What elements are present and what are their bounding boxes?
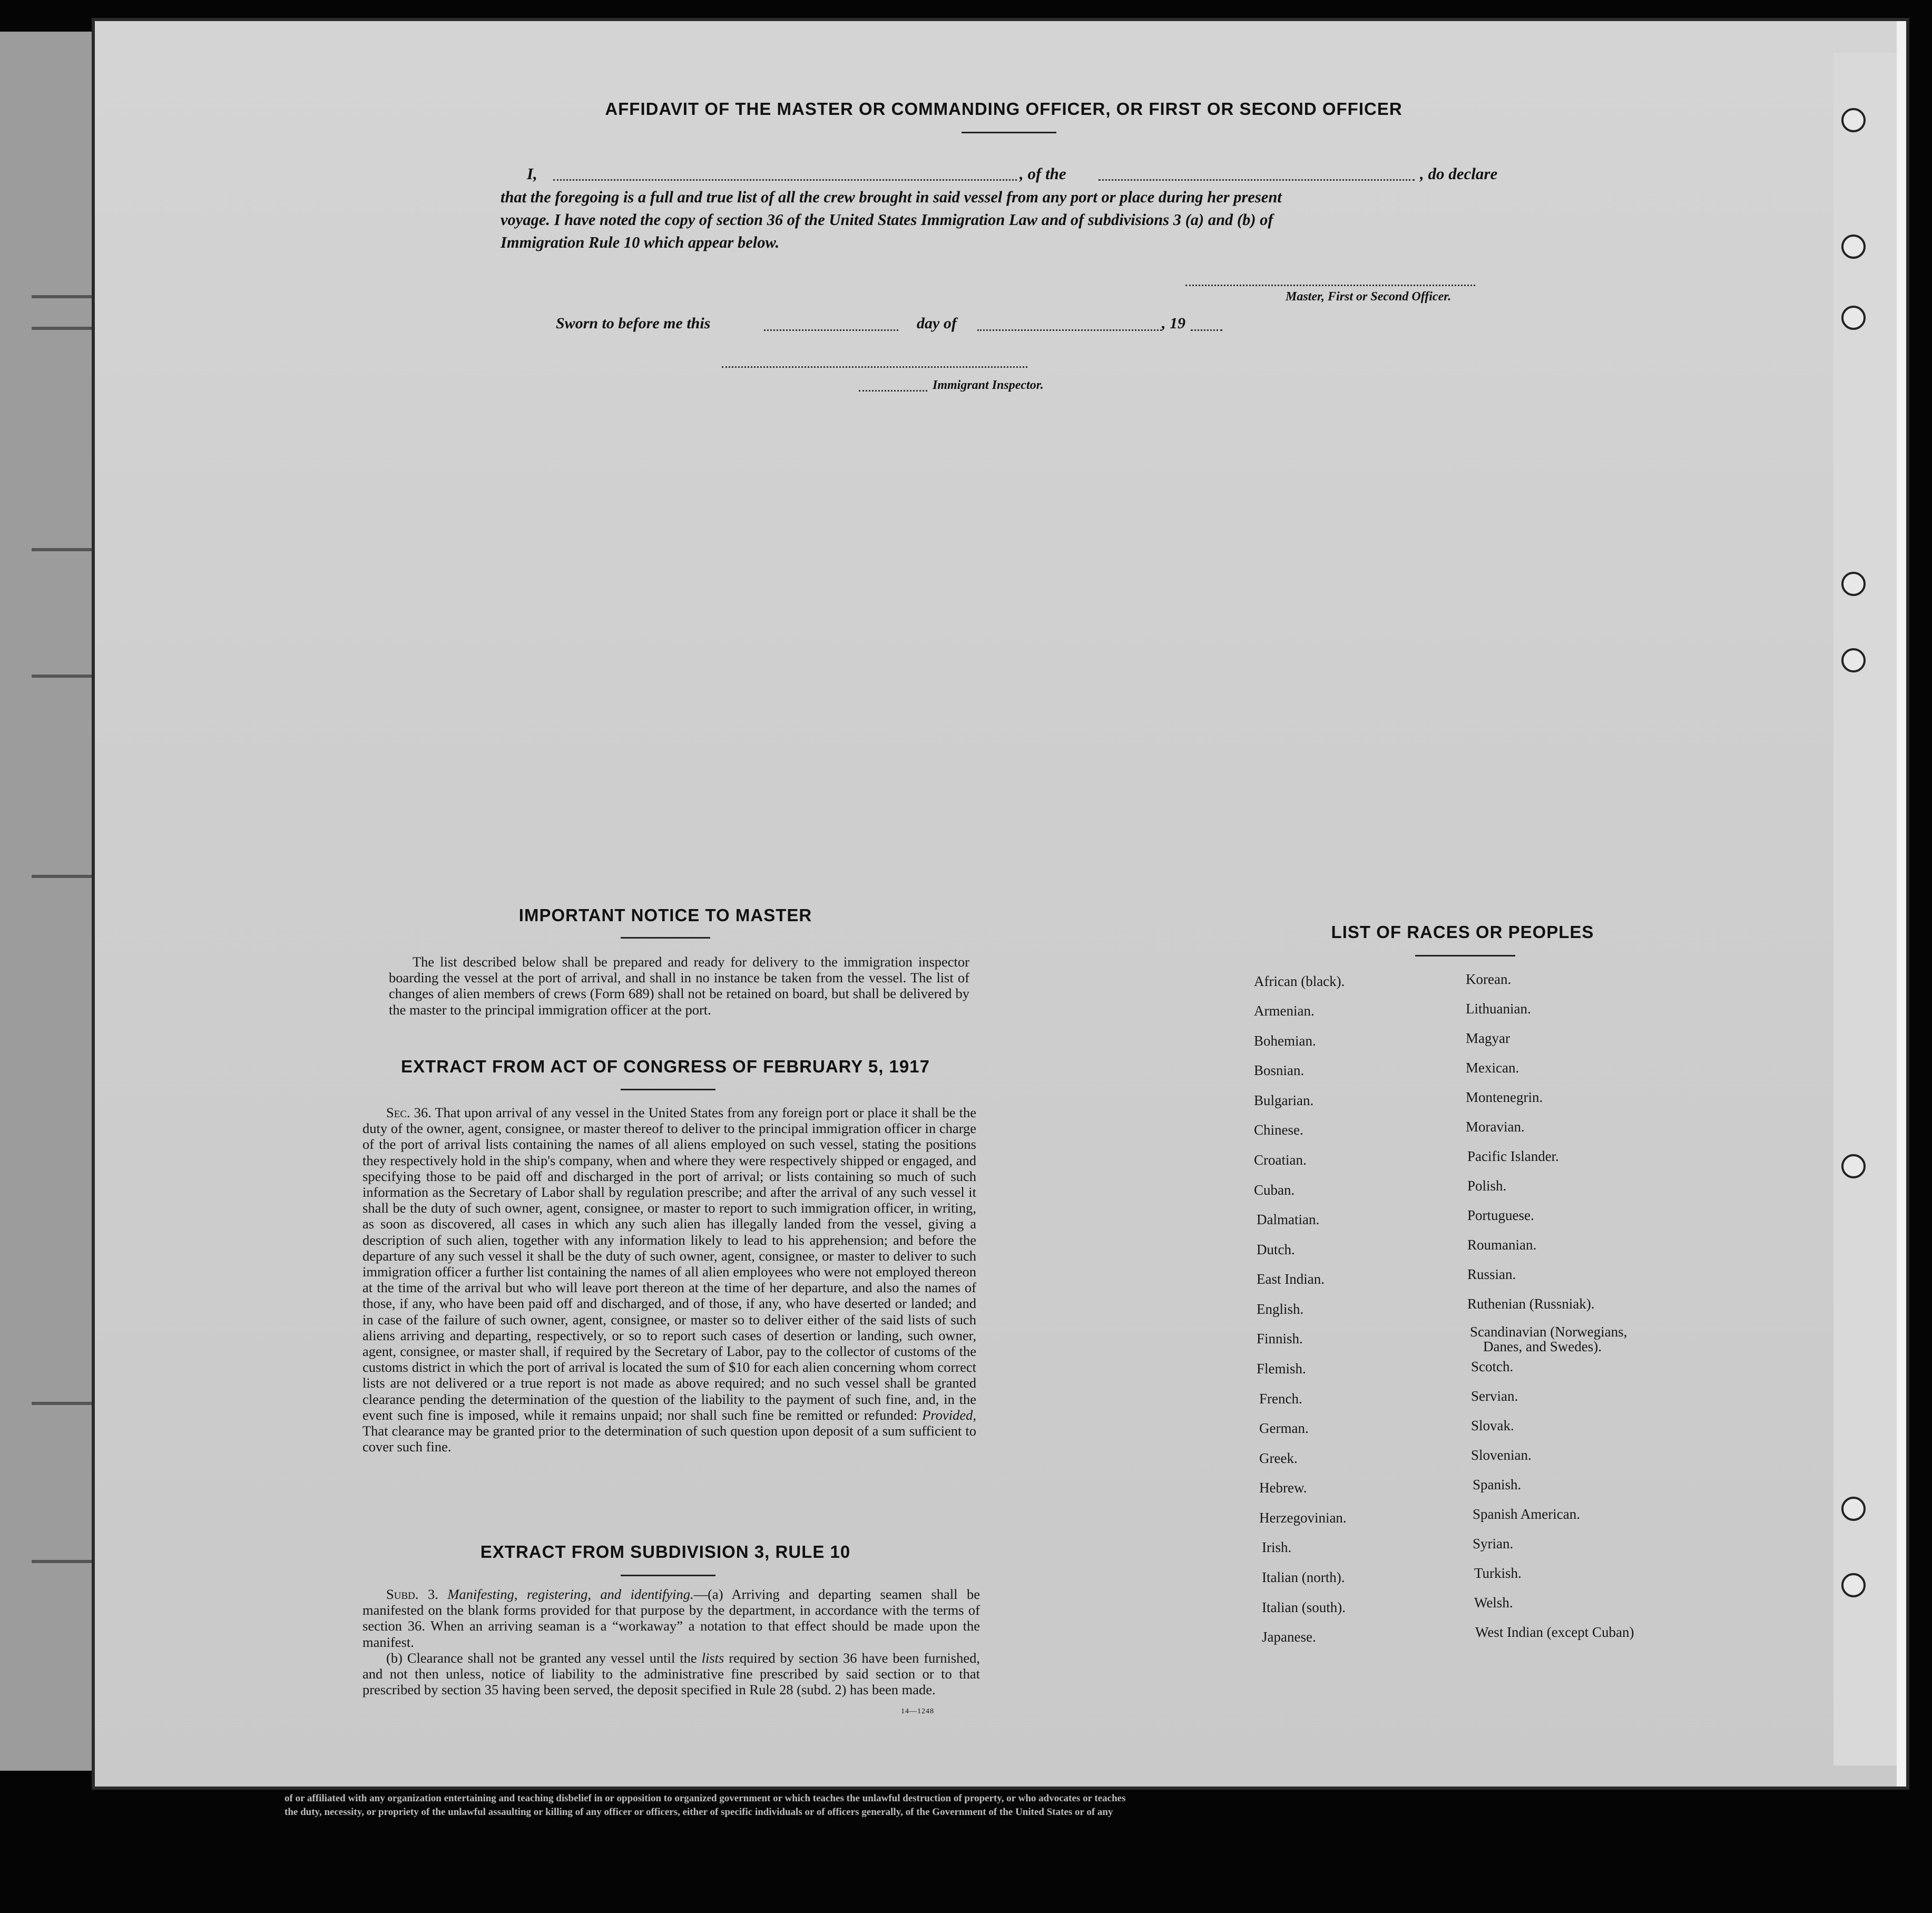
binder-hole [1841,235,1866,259]
section-label: Sec. 36. [386,1105,431,1120]
act-paragraph [362,1105,976,1455]
subdivision-b-text-2: required by section 36 have been furnished, and not then unless, notice of liability to the administrative fine prescribed by said section or to that prescribed by section 35 having been served, the deposit specified in Rule 28 (subd. 2) has been made. [362,1650,980,1698]
race-item: Bosnian. [1254,1062,1305,1078]
binder-hole [1841,572,1866,596]
binder-hole [1841,1573,1866,1597]
vessel-name-blank[interactable] [1099,179,1415,181]
sworn-day-blank[interactable] [764,329,898,331]
underlying-page-edge [0,32,105,1771]
subdivision-a-text: —(a) Arriving and departing seamen shall be manifested on the blank forms provided for that purpose by the department, in accordance with the terms of section 36. When an arriving seaman is a “workaway” a notation to that effect should be made upon the manifest. [362,1586,980,1650]
race-item: Danes, and Swedes). [1483,1339,1602,1354]
race-item: Cuban. [1254,1182,1295,1198]
sworn-year-blank[interactable] [1191,329,1222,331]
race-item: East Indian. [1257,1271,1325,1287]
rule10-heading: EXTRACT FROM SUBDIVISION 3, RULE 10 [480,1542,851,1561]
race-item: Scandinavian (Norwegians, [1470,1324,1627,1340]
affidavit-page [95,21,1906,1787]
affidavit-heading: AFFIDAVIT OF THE MASTER OR COMMANDING OFFICER, OR FIRST OR SECOND OFFICER [605,99,1403,119]
race-item: Finnish. [1257,1331,1303,1346]
race-item: Bohemian. [1254,1033,1316,1049]
race-item: Mexican. [1466,1060,1519,1076]
race-item: Scotch. [1471,1359,1514,1374]
race-item: Dutch. [1257,1242,1295,1257]
race-item: Servian. [1471,1388,1518,1404]
sworn-label: Sworn to before me this [556,315,711,332]
binder-hole [1841,108,1866,132]
heading-rule [621,937,710,939]
inspector-signature-blank[interactable] [722,366,1027,368]
race-item: Portuguese. [1467,1207,1534,1223]
race-item: Italian (south). [1262,1599,1346,1615]
inspector-caption: Immigrant Inspector. [933,378,1044,392]
binder-hole [1841,1497,1866,1521]
race-item: Moravian. [1466,1119,1525,1135]
binder-hole [1841,1154,1866,1178]
race-item: Slovenian. [1471,1447,1532,1463]
race-item: Japanese. [1262,1629,1316,1645]
race-item: Hebrew. [1259,1480,1307,1496]
race-item: Ruthenian (Russniak). [1467,1296,1595,1312]
race-item: Pacific Islander. [1467,1148,1559,1164]
race-item: English. [1257,1301,1304,1317]
lists-word: lists [701,1650,724,1666]
race-item: Flemish. [1257,1361,1306,1377]
subdivision-title: Manifesting, registering, and identifying. [447,1586,694,1602]
notice-paragraph [389,954,969,1018]
inspector-signature-underline [859,390,927,392]
race-item: Greek. [1259,1450,1298,1466]
heading-rule [1415,955,1515,956]
binder-hole [1841,648,1866,672]
declaration-line-2: that the foregoing is a full and true list of all the crew brought in said vessel from any port or place during her present [501,188,1282,206]
race-item: Syrian. [1473,1536,1514,1551]
heading-rule [621,1089,715,1090]
race-item: Dalmatian. [1257,1212,1320,1227]
declarant-name-blank[interactable] [553,179,1017,181]
race-item: French. [1259,1391,1302,1407]
race-item: Magyar [1466,1030,1510,1046]
races-heading: LIST OF RACES OR PEOPLES [1331,922,1594,942]
rule10-paragraph [362,1586,980,1697]
footer-line-2: the duty, necessity, or propriety of the unlawful assaulting or killing of any officer or officers, either of specific individuals or of officers generally, of the Government of the United States or of any [285,1807,1113,1818]
declaration-line-4: Immigration Rule 10 which appear below. [501,233,780,251]
declare-text: , do declare [1420,164,1498,183]
declarant-label: I, [527,164,537,183]
act-heading: EXTRACT FROM ACT OF CONGRESS OF FEBRUARY 5, 1917 [401,1057,930,1076]
race-item: Turkish. [1474,1565,1522,1581]
race-item: Croatian. [1254,1152,1307,1168]
race-item: German. [1259,1420,1309,1436]
race-item: Armenian. [1254,1003,1315,1019]
race-item: Spanish American. [1473,1506,1580,1522]
proviso-label: Provided, [922,1407,976,1423]
race-item: Korean. [1466,971,1512,987]
heading-rule [621,1575,715,1576]
race-item: Italian (north). [1262,1569,1345,1585]
vessel-label: , of the [1019,164,1066,183]
race-item: African (black). [1254,973,1345,989]
race-item: Slovak. [1471,1418,1514,1433]
section-36-text: That upon arrival of any vessel in the United States from any foreign port or place it shall be the duty of the owner, agent, consignee, or master thereof to deliver to the principal immigration officer in charge of the port of arrival lists containing the names of all aliens employed on such vessel, stating the positions they respectively hold in the ship's company, when and where they were respectively shipped or engaged, and specifying those to be paid off and discharged in the port of arrival; or lists containing so much of such information as the Secretary of Labor shall by regulation prescribe; and after the arrival of any such vessel it shall be the duty of such owner, agent, consignee, or master to report to such immigration officer, in writing, as soon as discovered, all cases in which any such alien has illegally landed from the vessel, giving a description of such alien, together with any information likely to lead to his apprehension; and before the departure of any such vessel it shall be the duty of such owner, agent, consignee, or master to deliver to such immigration officer a further list containing the names of all alien employees who were not employed thereon at the time of the arrival but who will leave port thereon at the time of her departure, and also the names of those, if any, who have been paid off and discharged, and of those, if any, who have deserted or landed; and in case of the failure of such owner, agent, consignee, or master so to deliver either of the said lists of such aliens arriving and departing, respectively, or so to report such cases of desertion or landing, such owner, agent, consignee, or master shall, if required by the Secretary of Labor, pay to the collector of customs of the customs district in which the port of arrival is located the sum of $10 for each alien concerning whom correct lists are not delivered or a true report is not made as above required; and no such vessel shall be granted clearance pending the determination of the question of the liability to the payment of such fine, and, in the event such fine is imposed, while it remains unpaid; nor shall such fine be remitted or refunded: [362,1105,976,1423]
race-item: Bulgarian. [1254,1092,1314,1108]
race-item: Roumanian. [1467,1237,1537,1253]
race-item: Welsh. [1474,1595,1513,1611]
race-item: Spanish. [1473,1477,1522,1492]
race-item: Chinese. [1254,1122,1303,1138]
race-item: Irish. [1262,1539,1292,1555]
proviso-text: That clearance may be granted prior to the determination of such question upon deposit of a sum sufficient to cover such fine. [362,1423,976,1455]
heading-rule [962,132,1056,133]
race-item: Lithuanian. [1466,1001,1531,1017]
form-code: 14—1248 [901,1707,934,1715]
notice-text: The list described below shall be prepared and ready for delivery to the immigration inspector boarding the vessel at the port of arrival, and shall in no instance be taken from the vessel. The list of changes of alien members of crews (Form 689) shall not be retained on board, but shall be delivered by the master to the principal immigration officer at the port. [389,954,969,1018]
declaration-line-3: voyage. I have noted the copy of section 36 of the United States Immigration Law and of subdivisions 3 (a) and (b) of [501,211,1273,229]
race-item: Montenegrin. [1466,1089,1543,1105]
subdivision-b-text-1: (b) Clearance shall not be granted any vessel until the [386,1650,697,1666]
sworn-year-label: , 19 [1162,315,1185,332]
sworn-day-of-label: day of [917,315,957,332]
master-signature-blank[interactable] [1185,285,1475,286]
sworn-month-blank[interactable] [977,329,1162,331]
subdivision-label: Subd. 3. [386,1586,438,1602]
notice-heading: IMPORTANT NOTICE TO MASTER [518,905,812,925]
race-item: West Indian (except Cuban) [1475,1624,1634,1640]
footer-line-1: of or affiliated with any organization entertaining and teaching disbelief in or opposition to organized government or which teaches the unlawful destruction of property, or who advocates or teaches [285,1793,1126,1804]
binder-hole [1841,306,1866,330]
race-item: Polish. [1467,1178,1507,1194]
race-item: Russian. [1467,1266,1516,1282]
master-signature-caption: Master, First or Second Officer. [1286,290,1452,304]
underlying-page-footer [285,1792,1370,1819]
race-item: Herzegovinian. [1259,1510,1347,1526]
